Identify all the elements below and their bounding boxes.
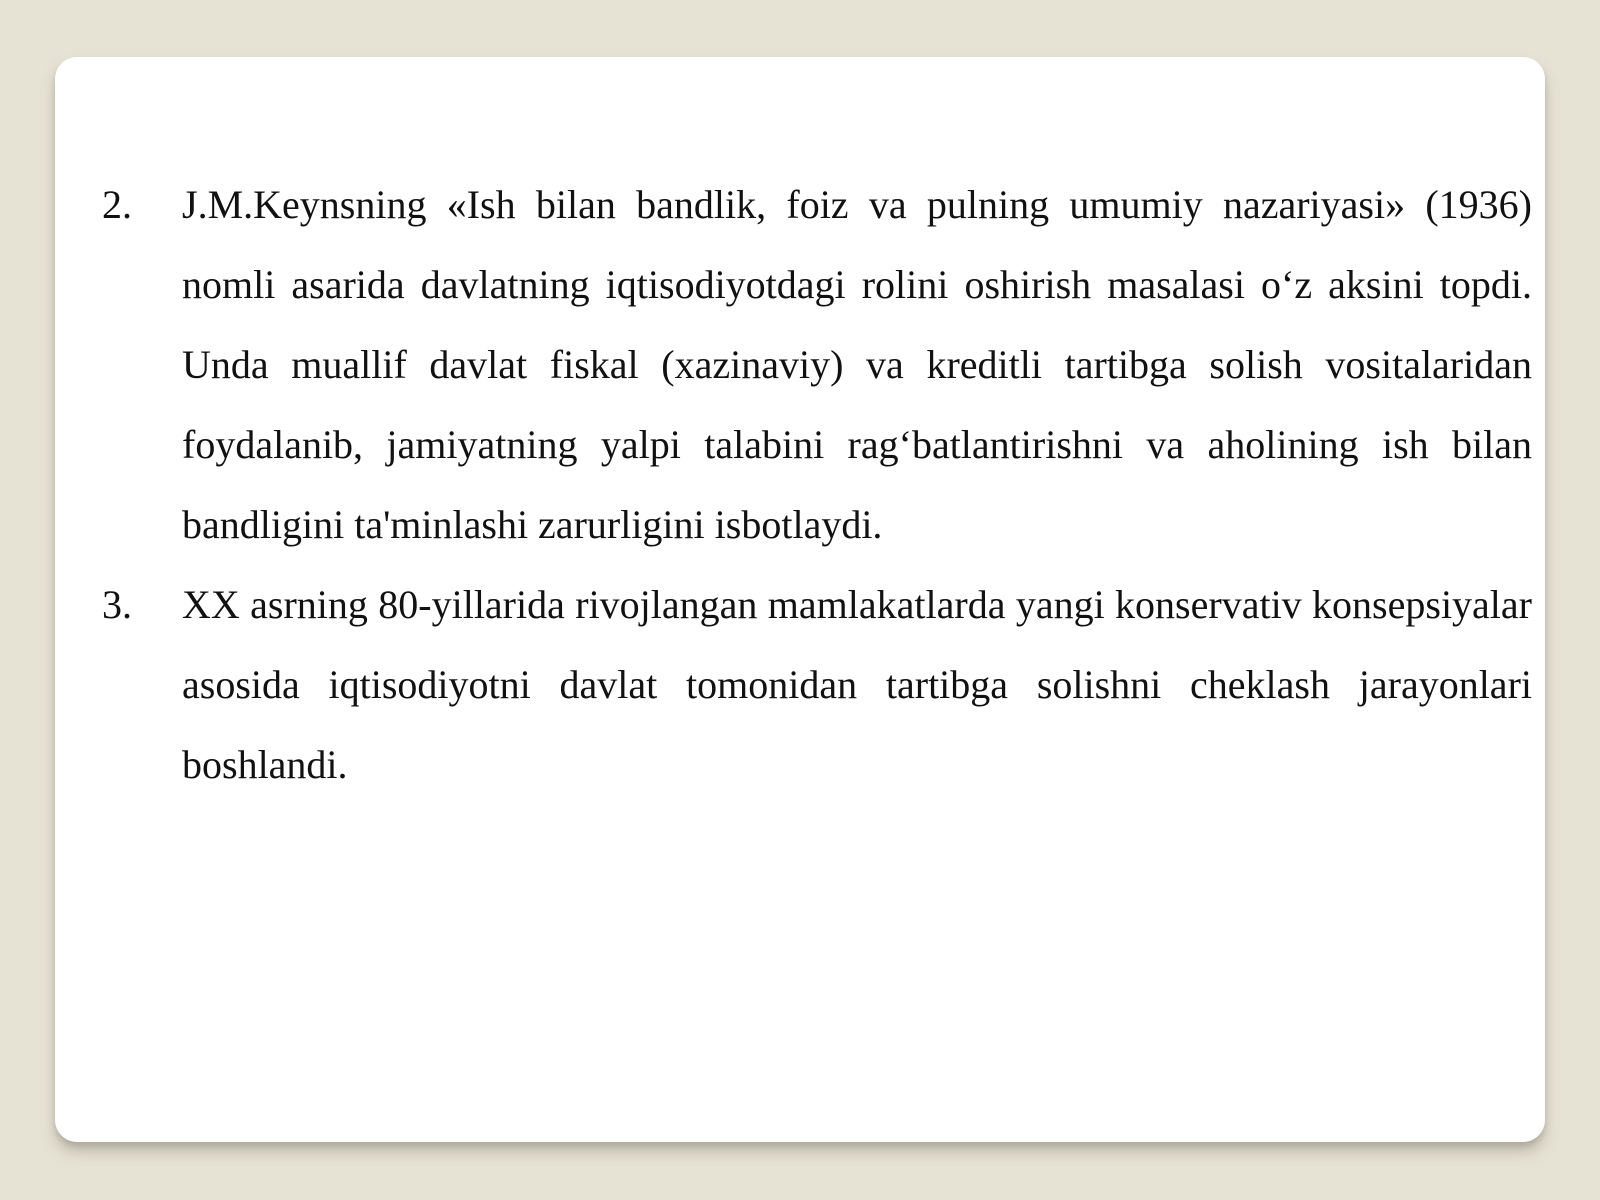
list-item-text: XX asrning 80-yillarida rivojlangan mamlakatlarda yangi konservativ konsepsiyalar asosida iqtisodiyotni davlat tomonidan tartibga solishni cheklash jarayonlari boshlandi. (182, 582, 1532, 787)
list-item-number: 2. (102, 182, 132, 227)
list-item-number: 3. (102, 582, 132, 627)
list-item-text: J.M.Keynsning «Ish bilan bandlik, foiz va pulning umumiy nazariyasi» (1936) nomli asarida davlatning iqtisodiyotdagi rolini oshirish masalasi o‘z aksini topdi. Unda muallif davlat fiskal (xazinaviy) va kreditli tartibga solish vositalaridan foydalanib, jamiyatning yalpi talabini rag‘batlantirishni va aholining ish bilan bandligini ta'minlashi zarurligini isbotlaydi. (182, 182, 1532, 547)
list-item (102, 165, 1532, 565)
slide-content (102, 165, 1532, 805)
list-item (102, 565, 1532, 805)
